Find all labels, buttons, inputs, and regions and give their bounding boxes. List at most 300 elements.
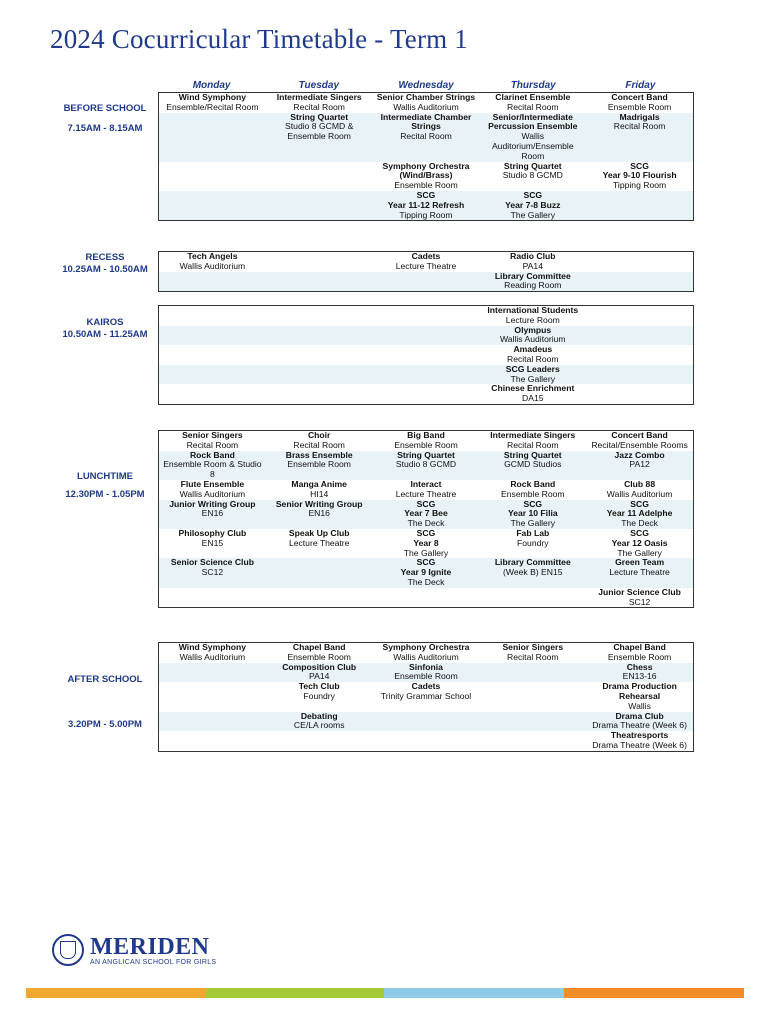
activity-cell [159, 588, 266, 608]
activity-cell [479, 712, 586, 732]
after-school-block [158, 642, 694, 752]
activity-cell [479, 731, 586, 751]
activity-cell [479, 306, 586, 326]
activity-room: Ensemble Room & Studio 8 [163, 459, 262, 480]
activity-room: Drama Theatre (Week 6) [592, 739, 687, 750]
timetable-row [159, 272, 693, 292]
activity-cell [266, 384, 373, 404]
timetable-row [159, 529, 693, 558]
activity-cell [373, 529, 480, 558]
activity-name: Radio Club [510, 251, 556, 261]
activity-room: Recital Room [400, 131, 452, 142]
activity-cell [479, 191, 586, 220]
timetable-row [159, 345, 693, 365]
activity-cell [586, 345, 693, 365]
activity-name: Senior Singers [502, 642, 564, 652]
activity-cell [266, 93, 373, 113]
before-school-time: 7.15AM - 8.15AM [67, 123, 143, 134]
timetable-row [159, 306, 693, 326]
kairos-label: KAIROS [86, 317, 124, 328]
activity-room: HI14 [310, 488, 329, 499]
activity-name: Philosophy Club [178, 527, 247, 538]
activity-cell [586, 500, 693, 529]
activity-name: String Quartet [503, 160, 562, 171]
activity-name: SCG [416, 189, 436, 200]
activity-cell [266, 682, 373, 711]
activity-room: Wallis [628, 700, 651, 711]
activity-cell [159, 682, 266, 711]
activity-cell [159, 345, 266, 365]
activity-cell [479, 345, 586, 365]
activity-room: Recital Room [506, 353, 559, 364]
activity-room: Recital/Ensemble Rooms [591, 439, 688, 450]
activity-name: Intermediate Chamber Strings [380, 111, 472, 132]
activity-room: Ensemble/Recital Room [166, 101, 259, 112]
activity-cell [159, 93, 266, 113]
recess-block [158, 251, 694, 292]
activity-name: Club 88 [624, 478, 656, 489]
page-title: 2024 Cocurricular Timetable - Term 1 [50, 24, 468, 54]
activity-room: Recital Room [613, 121, 666, 132]
activity-group: Year 9 Ignite [400, 567, 452, 578]
activity-room: DA15 [522, 393, 544, 404]
activity-cell [586, 162, 693, 191]
day-header-friday: Friday [625, 80, 656, 91]
day-header-monday: Monday [192, 80, 231, 91]
timetable-row [159, 191, 693, 220]
activity-cell [159, 306, 266, 326]
activity-name: Jazz Combo [614, 449, 665, 460]
timetable-row [159, 93, 693, 113]
timetable-row [159, 451, 693, 480]
activity-room: EN13-16 [622, 671, 657, 682]
activity-name: SCG [416, 557, 436, 568]
activity-cell [159, 643, 266, 663]
activity-cell [479, 93, 586, 113]
activity-cell [159, 365, 266, 385]
activity-name: Brass Ensemble [285, 449, 353, 460]
activity-cell [159, 529, 266, 558]
activity-name: Junior Writing Group [169, 498, 256, 509]
activity-room: Lecture Theatre [288, 537, 350, 548]
activity-room: The Gallery [510, 209, 555, 220]
activity-cell [266, 191, 373, 220]
activity-name: Tech Club [298, 681, 340, 692]
activity-cell [479, 326, 586, 346]
lunchtime-time: 12.30PM - 1.05PM [65, 489, 145, 500]
activity-name: String Quartet [290, 111, 349, 122]
activity-room: Ensemble Room [501, 488, 565, 499]
activity-cell [479, 529, 586, 558]
activity-name: Big Band [407, 430, 445, 440]
activity-name: SCG [523, 189, 543, 200]
activity-name: Amadeus [513, 344, 553, 355]
activity-name: Senior Science Club [170, 557, 254, 568]
activity-name: Drama Club [615, 710, 664, 721]
timetable-row [159, 500, 693, 529]
activity-cell [373, 643, 480, 663]
activity-cell [479, 663, 586, 683]
activity-cell [266, 345, 373, 365]
activity-cell [373, 113, 480, 162]
activity-cell [266, 643, 373, 663]
activity-cell [266, 252, 373, 272]
lunchtime-label: LUNCHTIME [77, 471, 133, 482]
timetable-row [159, 431, 693, 451]
timetable-row [159, 712, 693, 732]
activity-name: Senior Singers [182, 430, 243, 440]
activity-cell [586, 365, 693, 385]
activity-cell [266, 365, 373, 385]
timetable-row [159, 252, 693, 272]
activity-cell [266, 731, 373, 751]
activity-cell [373, 451, 480, 480]
activity-cell [159, 712, 266, 732]
activity-cell [159, 272, 266, 292]
activity-cell [373, 384, 480, 404]
activity-room: Wallis Auditorium [179, 260, 246, 271]
activity-room: Recital Room [506, 651, 559, 662]
timetable-row [159, 731, 693, 751]
activity-cell [159, 451, 266, 480]
activity-group: Year 7-8 Buzz [505, 199, 561, 210]
activity-cell [159, 500, 266, 529]
activity-cell [373, 93, 480, 113]
activity-cell [159, 384, 266, 404]
activity-room: Tipping Room [399, 209, 453, 220]
activity-group: Year 11 Adelphe [606, 508, 673, 519]
activity-cell [586, 663, 693, 683]
activity-cell [266, 712, 373, 732]
activity-room: Ensemble Room [607, 101, 672, 112]
activity-room: The Deck [407, 576, 445, 587]
activity-room: SC12 [201, 567, 224, 578]
activity-cell [159, 326, 266, 346]
activity-room: EN15 [201, 537, 224, 548]
before-school-label: BEFORE SCHOOL [63, 103, 147, 114]
activity-cell [266, 326, 373, 346]
activity-room: (Week B) EN15 [503, 567, 563, 578]
activity-name: Chapel Band [292, 642, 346, 652]
activity-cell [586, 113, 693, 162]
activity-name: Intermediate Singers [490, 430, 576, 440]
activity-room: Wallis Auditorium [179, 488, 246, 499]
activity-name: Chapel Band [613, 642, 666, 652]
activity-cell [479, 451, 586, 480]
activity-name: Senior Writing Group [275, 498, 363, 509]
activity-room: Ensemble Room [394, 671, 458, 682]
activity-room: Drama Theatre (Week 6) [592, 720, 687, 731]
activity-name: Cadets [411, 251, 441, 261]
activity-room: Wallis Auditorium [606, 488, 673, 499]
activity-cell [586, 431, 693, 451]
activity-name: Interact [410, 478, 442, 489]
activity-cell [586, 682, 693, 711]
activity-cell [159, 480, 266, 500]
activity-cell [373, 431, 480, 451]
activity-room: PA12 [629, 459, 650, 470]
activity-cell [586, 326, 693, 346]
activity-cell [586, 558, 693, 587]
activity-name: Cadets [411, 681, 441, 692]
activity-cell [586, 643, 693, 663]
activity-cell [373, 345, 480, 365]
activity-room: Ensemble Room [394, 439, 458, 450]
activity-group: Year 11-12 Refresh [387, 199, 465, 210]
activity-name: Senior Chamber Strings [376, 92, 476, 102]
activity-cell [266, 529, 373, 558]
activity-room: Lecture Theatre [609, 567, 670, 578]
activity-name: Speak Up Club [288, 527, 350, 538]
activity-cell [586, 451, 693, 480]
activity-room: Reading Room [504, 280, 562, 291]
activity-name: SCG [630, 498, 649, 509]
timetable-row [159, 365, 693, 385]
activity-room: PA14 [522, 260, 543, 271]
timetable-row [159, 663, 693, 683]
activity-cell [479, 500, 586, 529]
activity-room: Foundry [517, 537, 549, 548]
activity-name: String Quartet [503, 449, 562, 460]
activity-cell [479, 113, 586, 162]
activity-name: Composition Club [282, 661, 357, 672]
kairos-block [158, 305, 694, 405]
activity-cell [586, 252, 693, 272]
activity-name: Drama Production Rehearsal [602, 681, 677, 701]
activity-name: Tech Angels [187, 251, 238, 261]
activity-room: Trinity Grammar School [380, 690, 472, 701]
activity-cell [373, 712, 480, 732]
activity-group: Year 9-10 Flourish [602, 170, 677, 181]
crest-icon [52, 934, 84, 966]
after-school-time: 3.20PM - 5.00PM [68, 719, 142, 730]
activity-room: The Gallery [403, 547, 449, 558]
day-header-row [158, 80, 694, 91]
activity-cell [373, 663, 480, 683]
day-header-thursday: Thursday [510, 80, 556, 91]
activity-name: SCG [523, 498, 543, 509]
activity-cell [586, 272, 693, 292]
activity-cell [373, 272, 480, 292]
activity-name: Wind Symphony [178, 642, 247, 652]
activity-cell [266, 480, 373, 500]
activity-cell [373, 500, 480, 529]
activity-room: Wallis Auditorium/Ensemble Room [491, 131, 574, 161]
activity-room: Ensemble Room [287, 459, 351, 470]
activity-cell [479, 431, 586, 451]
activity-name: Fab Lab [516, 527, 550, 538]
activity-cell [373, 191, 480, 220]
activity-cell [266, 558, 373, 587]
activity-cell [373, 365, 480, 385]
activity-cell [373, 306, 480, 326]
kairos-time: 10.50AM - 11.25AM [62, 329, 148, 340]
activity-name: SCG Leaders [505, 363, 560, 374]
activity-cell [266, 500, 373, 529]
activity-cell [586, 93, 693, 113]
activity-name: Clarinet Ensemble [495, 92, 571, 102]
activity-room: Recital Room [293, 101, 345, 112]
lunchtime-block [158, 430, 694, 608]
school-logo [52, 934, 216, 966]
footer-stripe-orange [26, 988, 206, 998]
activity-cell [586, 588, 693, 608]
activity-cell [266, 431, 373, 451]
activity-room: PA14 [309, 671, 330, 682]
activity-room: The Gallery [510, 373, 555, 384]
activity-cell [373, 588, 480, 608]
activity-cell [586, 384, 693, 404]
activity-room: Recital Room [293, 439, 345, 450]
activity-room: Studio 8 GCMD [395, 459, 457, 470]
activity-cell [159, 663, 266, 683]
activity-name: Madrigals [619, 111, 660, 122]
activity-room: Ensemble Room [287, 651, 351, 662]
activity-group: Year 7 Bee [404, 508, 448, 519]
activity-cell [266, 113, 373, 162]
activity-room: Studio 8 GCMD & Ensemble Room [285, 121, 354, 142]
activity-cell [479, 588, 586, 608]
activity-cell [159, 113, 266, 162]
activity-room: EN16 [308, 508, 330, 519]
activity-name: Junior Science Club [598, 586, 681, 597]
activity-name: SCG [630, 160, 649, 171]
activity-name: Wind Symphony [178, 92, 247, 102]
activity-cell [159, 558, 266, 587]
activity-cell [479, 272, 586, 292]
activity-name: Symphony Orchestra (Wind/Brass) [382, 160, 470, 181]
day-header-wednesday: Wednesday [398, 80, 454, 91]
activity-room: Recital Room [506, 439, 559, 450]
activity-cell [586, 529, 693, 558]
footer-stripe-green [206, 988, 384, 998]
activity-name: Senior/Intermediate Percussion Ensemble [488, 111, 578, 132]
after-school-label: AFTER SCHOOL [67, 674, 143, 685]
activity-name: SCG [630, 527, 649, 538]
activity-cell [586, 712, 693, 732]
activity-name: Choir [307, 430, 331, 440]
recess-time: 10.25AM - 10.50AM [62, 264, 148, 275]
activity-cell [159, 162, 266, 191]
activity-room: GCMD Studios [504, 459, 562, 470]
activity-cell [586, 480, 693, 500]
activity-name: Flute Ensemble [180, 478, 245, 489]
activity-name: Green Team [615, 557, 665, 568]
activity-cell [479, 384, 586, 404]
timetable-row [159, 384, 693, 404]
activity-name: Library Committee [494, 557, 571, 568]
activity-cell [586, 191, 693, 220]
activity-name: Concert Band [611, 430, 668, 440]
activity-name: Rock Band [510, 478, 556, 489]
activity-name: Library Committee [494, 270, 571, 281]
activity-cell [266, 588, 373, 608]
activity-name: SCG [416, 527, 436, 538]
activity-room: Wallis Auditorium [393, 651, 459, 662]
activity-room: Recital Room [186, 439, 239, 450]
day-header-tuesday: Tuesday [298, 80, 339, 91]
activity-cell [373, 252, 480, 272]
timetable-row [159, 682, 693, 711]
activity-cell [159, 431, 266, 451]
activity-cell [479, 162, 586, 191]
activity-cell [266, 162, 373, 191]
activity-cell [479, 643, 586, 663]
activity-cell [479, 558, 586, 587]
activity-room: Lecture Room [505, 314, 560, 325]
activity-cell [159, 731, 266, 751]
activity-room: CE/LA rooms [293, 720, 345, 731]
logo-name: MERIDEN [90, 933, 210, 960]
activity-room: Ensemble Room [394, 180, 458, 191]
activity-room: Studio 8 GCMD [502, 170, 563, 181]
activity-name: Debating [300, 710, 338, 721]
activity-cell [373, 162, 480, 191]
activity-cell [266, 663, 373, 683]
activity-cell [373, 480, 480, 500]
activity-cell [479, 480, 586, 500]
activity-room: Lecture Theatre [395, 260, 457, 271]
activity-cell [479, 682, 586, 711]
activity-name: Concert Band [611, 92, 668, 102]
recess-label: RECESS [85, 252, 125, 263]
activity-room: Wallis Auditorium [179, 651, 246, 662]
timetable-row [159, 558, 693, 587]
activity-cell [159, 252, 266, 272]
activity-name: Manga Anime [291, 478, 347, 489]
activity-cell [159, 191, 266, 220]
activity-name: SCG [416, 498, 436, 509]
activity-room: EN16 [201, 508, 224, 519]
timetable-row [159, 326, 693, 346]
activity-group: Year 8 [413, 537, 439, 548]
activity-name: Symphony Orchestra [382, 642, 470, 652]
activity-cell [479, 252, 586, 272]
activity-name: Sinfonia [409, 661, 443, 672]
activity-name: String Quartet [397, 449, 455, 460]
activity-name: Chess [626, 661, 653, 672]
activity-cell [266, 306, 373, 326]
activity-room: The Gallery [617, 547, 662, 558]
activity-name: Rock Band [189, 449, 235, 460]
activity-room: Wallis Auditorium [393, 101, 459, 112]
footer-stripe-blue [384, 988, 564, 998]
activity-group: Year 12 Oasis [611, 537, 668, 548]
activity-cell [373, 326, 480, 346]
timetable-row [159, 643, 693, 663]
activity-name: Chinese Enrichment [491, 383, 575, 394]
timetable-row [159, 480, 693, 500]
activity-name: Intermediate Singers [276, 92, 362, 102]
activity-room: Wallis Auditorium [499, 334, 566, 345]
activity-cell [373, 731, 480, 751]
activity-name: Theatresports [610, 730, 669, 741]
activity-cell [373, 682, 480, 711]
before-school-block [158, 92, 694, 221]
activity-room: The Gallery [510, 518, 555, 529]
logo-tagline: AN ANGLICAN SCHOOL FOR GIRLS [90, 958, 217, 966]
activity-room: SC12 [628, 596, 651, 607]
activity-cell [479, 365, 586, 385]
activity-cell [266, 272, 373, 292]
activity-cell [586, 306, 693, 326]
activity-group: Year 10 Filia [507, 508, 558, 519]
activity-room: Ensemble Room [607, 651, 672, 662]
activity-room: The Deck [407, 518, 445, 529]
activity-room: Foundry [303, 690, 335, 701]
activity-cell [586, 731, 693, 751]
activity-room: The Deck [621, 518, 658, 529]
